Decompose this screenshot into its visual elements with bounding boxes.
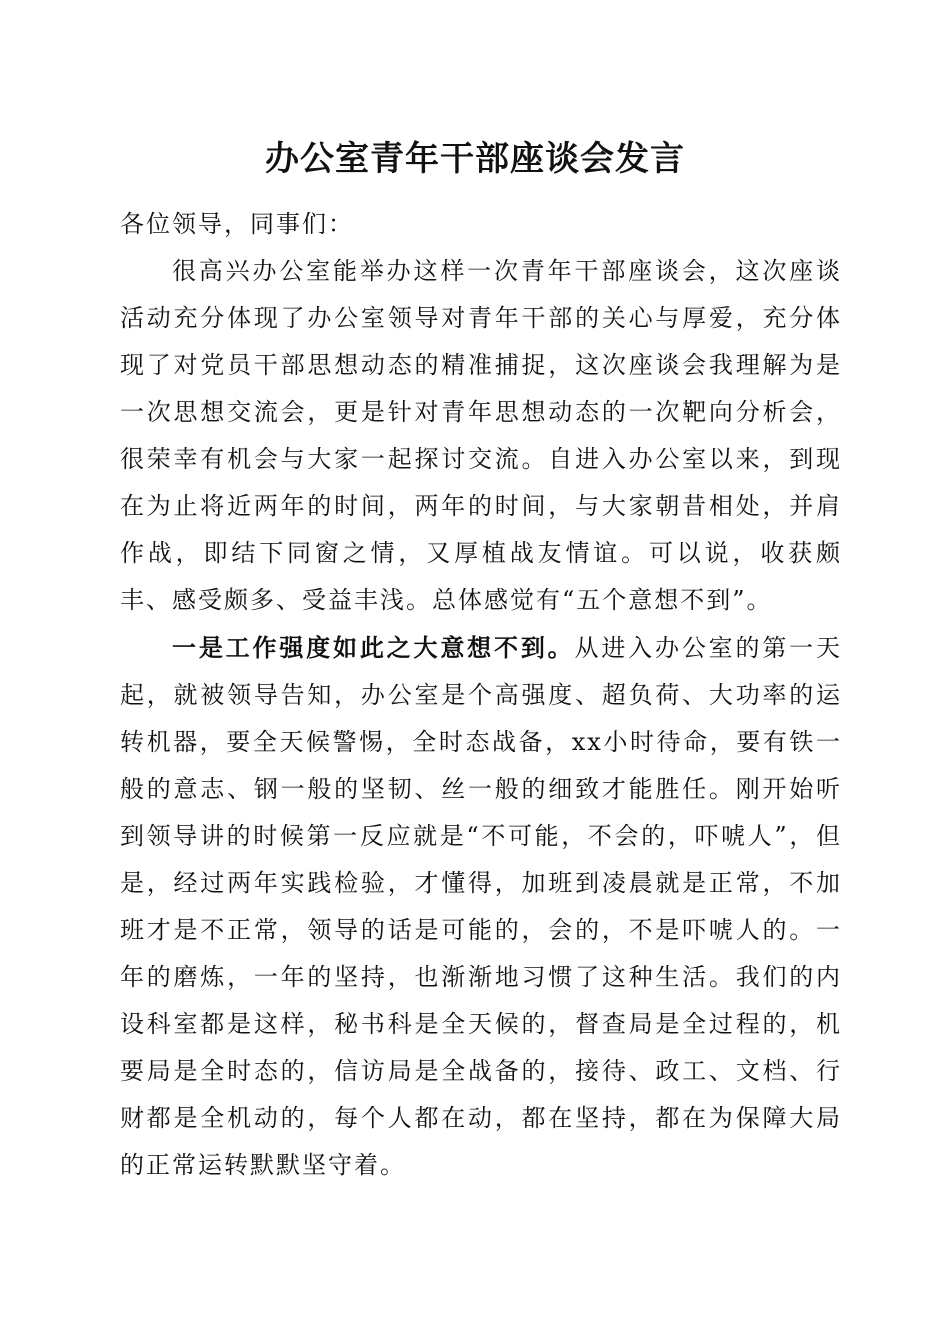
paragraph-point-one-text: 从进入办公室的第一天起，就被领导告知，办公室是个高强度、超负荷、大功率的运转机器，要全天候警惕，全时态战备，xx小时待命，要有铁一般的意志、钢一般的坚韧、丝一般的细致才能胜任。刚开始听到领导讲的时候第一反应就是“不可能，不会的，吓唬人”，但是，经过两年实践检验，才懂得，加班到凌晨就是正常，不加班才是不正常，领导的话是可能的，会的，不是吓唬人的。一年的磨炼，一年的坚持，也渐渐地习惯了这种生活。我们的内设科室都是这样，秘书科是全天候的，督查局是全过程的，机要局是全时态的，信访局是全战备的，接待、政工、文档、行财都是全机动的，每个人都在动，都在坚持，都在为保障大局的正常运转默默坚守着。 (120, 634, 842, 1179)
paragraph-point-one (120, 624, 842, 1189)
document-title: 办公室青年干部座谈会发言 (265, 139, 685, 179)
salutation: 各位领导，同事们： (120, 210, 354, 238)
paragraph-point-one-lead: 一是工作强度如此之大意想不到。 (172, 633, 575, 662)
paragraph-intro: 很高兴办公室能举办这样一次青年干部座谈会，这次座谈活动充分体现了办公室领导对青年干部的关心与厚爱，充分体现了对党员干部思想动态的精准捕捉，这次座谈会我理解为是一次思想交流会，更是针对青年思想动态的一次靶向分析会，很荣幸有机会与大家一起探讨交流。自进入办公室以来，到现在为止将近两年的时间，两年的时间，与大家朝昔相处，并肩作战，即结下同窗之情，又厚植战友情谊。可以说，收获颇丰、感受颇多、受益丰浅。总体感觉有“五个意想不到”。 (120, 257, 842, 614)
document-body (120, 201, 842, 1189)
